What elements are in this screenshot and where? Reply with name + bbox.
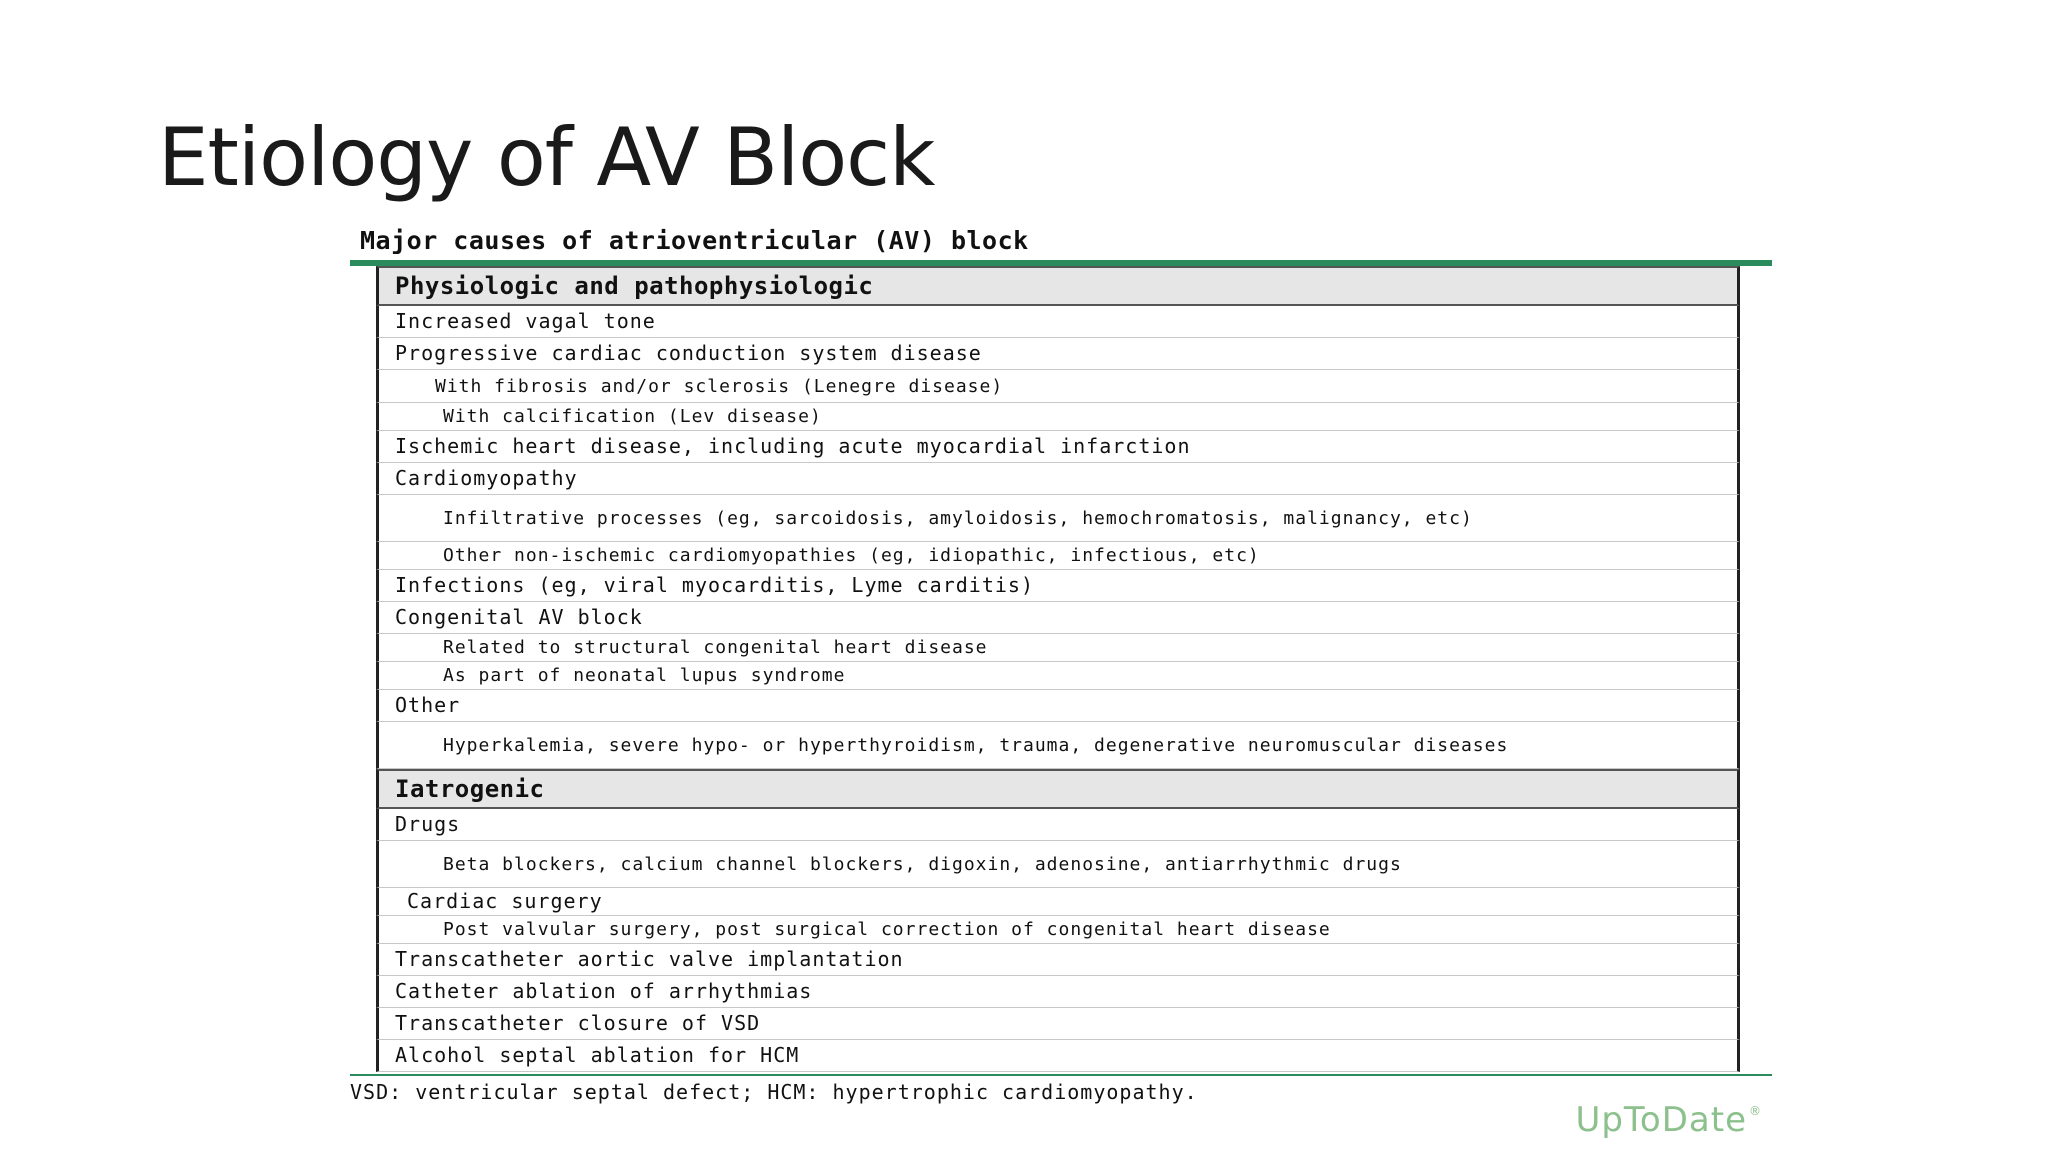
row-text: Progressive cardiac conduction system disease — [395, 341, 982, 365]
row-text: Infiltrative processes (eg, sarcoidosis, amyloidosis, hemochromatosis, malignancy, etc) — [443, 507, 1473, 529]
table-row — [376, 841, 1740, 888]
table-caption: Major causes of atrioventricular (AV) block — [360, 226, 1029, 255]
logo-text: UpToDate — [1575, 1100, 1747, 1140]
table-row — [376, 916, 1740, 944]
logo-registered-mark: ® — [1749, 1104, 1762, 1118]
table-row — [376, 306, 1740, 338]
row-text: Physiologic and pathophysiologic — [395, 271, 874, 300]
table-row — [376, 1040, 1740, 1072]
table-row — [376, 634, 1740, 662]
table-row — [376, 809, 1740, 841]
causes-table — [376, 266, 1740, 1072]
row-text: Cardiac surgery — [407, 889, 603, 913]
table-row — [376, 944, 1740, 976]
row-text: Infections (eg, viral myocarditis, Lyme carditis) — [395, 573, 1035, 597]
row-text: Cardiomyopathy — [395, 466, 578, 490]
table-bottom-rule — [350, 1074, 1772, 1076]
table-row — [376, 1008, 1740, 1040]
table-row — [376, 403, 1740, 431]
uptodate-logo — [1575, 1100, 1762, 1140]
table-row — [376, 463, 1740, 495]
row-text: Transcatheter closure of VSD — [395, 1011, 761, 1035]
row-text: Related to structural congenital heart disease — [443, 637, 988, 658]
table-footnote: VSD: ventricular septal defect; HCM: hypertrophic cardiomyopathy. — [350, 1080, 1198, 1104]
table-row — [376, 495, 1740, 542]
table-row — [376, 662, 1740, 690]
row-text: Drugs — [395, 812, 461, 836]
row-text: With calcification (Lev disease) — [443, 406, 822, 427]
table-row — [376, 722, 1740, 769]
row-text: As part of neonatal lupus syndrome — [443, 665, 846, 686]
row-text: Other non-ischemic cardiomyopathies (eg, idiopathic, infectious, etc) — [443, 545, 1260, 566]
row-text: Ischemic heart disease, including acute myocardial infarction — [395, 434, 1191, 458]
causes-table-figure — [340, 222, 1772, 1152]
table-row — [376, 976, 1740, 1008]
row-text: Congenital AV block — [395, 605, 643, 629]
table-row — [376, 570, 1740, 602]
row-text: Post valvular surgery, post surgical correction of congenital heart disease — [443, 919, 1331, 940]
table-row — [376, 690, 1740, 722]
slide-title: Etiology of AV Block — [158, 111, 935, 204]
row-text: Transcatheter aortic valve implantation — [395, 947, 904, 971]
table-row — [376, 431, 1740, 463]
table-row — [376, 542, 1740, 570]
row-text: Alcohol septal ablation for HCM — [395, 1043, 800, 1067]
row-text: Catheter ablation of arrhythmias — [395, 979, 813, 1003]
table-row — [376, 338, 1740, 370]
row-text: Hyperkalemia, severe hypo- or hyperthyroidism, trauma, degenerative neuromuscular diseases — [443, 734, 1509, 756]
row-text: Iatrogenic — [395, 774, 545, 803]
table-section-header — [376, 769, 1740, 809]
table-row — [376, 888, 1740, 916]
table-row — [376, 370, 1740, 403]
row-text: With fibrosis and/or sclerosis (Lenegre disease) — [435, 375, 1004, 397]
row-text: Increased vagal tone — [395, 309, 656, 333]
table-row — [376, 602, 1740, 634]
table-section-header — [376, 266, 1740, 306]
row-text: Other — [395, 693, 461, 717]
row-text: Beta blockers, calcium channel blockers, digoxin, adenosine, antiarrhythmic drugs — [443, 853, 1402, 875]
